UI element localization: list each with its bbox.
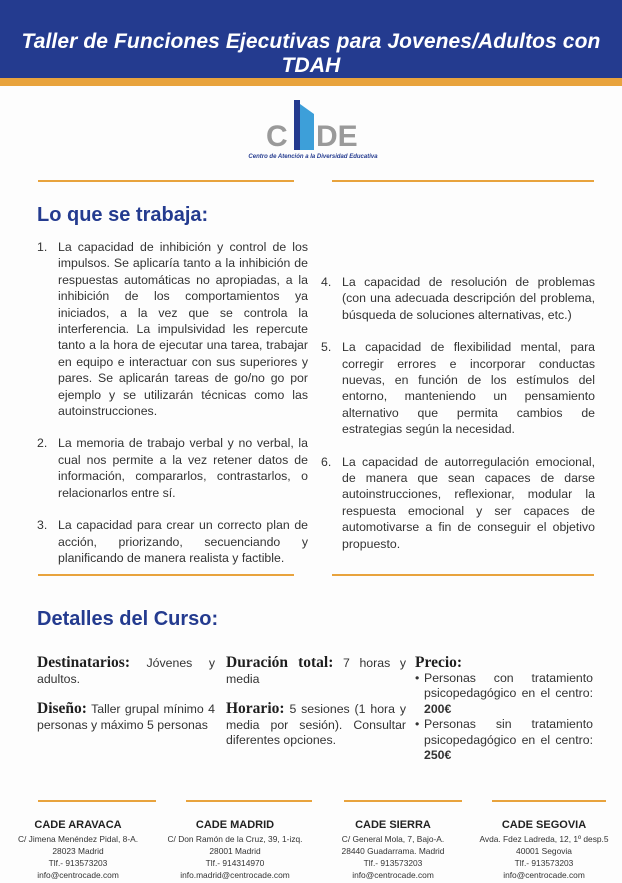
footer-divider xyxy=(38,800,156,802)
office-phone: Tlf.- 913573203 xyxy=(514,858,574,868)
office-name: CADE SEGOVIA xyxy=(501,819,587,831)
price-item xyxy=(415,671,593,718)
office-email[interactable]: info@centrocade.com xyxy=(352,870,434,880)
office-name: CADE SIERRA xyxy=(355,819,431,831)
divider-left xyxy=(38,180,294,182)
footer-divider xyxy=(344,800,462,802)
item-text: La capacidad de flexibilidad mental, para corregir errores e incorporar conductas nuevas, en función de los estímulos del entorno, manteniendo un pensamiento alternativo que permita cambios de estrategias según la necesidad. xyxy=(342,340,595,437)
bullet-icon: • xyxy=(415,670,420,685)
items-column-left xyxy=(37,239,308,582)
logo-text-c: C xyxy=(266,120,288,153)
precio-label: Precio: xyxy=(415,654,463,671)
list-item xyxy=(37,239,308,419)
office-city: 28001 Madrid xyxy=(209,846,261,856)
logo-tagline: Centro de Atención a la Diversidad Educativa xyxy=(248,154,378,160)
footer-divider xyxy=(186,800,312,802)
horario-label: Horario: xyxy=(226,700,285,717)
list-item xyxy=(37,435,308,501)
item-number: 1. xyxy=(37,240,48,254)
detail-diseno xyxy=(37,701,215,733)
list-item xyxy=(37,517,308,566)
office-phone: Tlf.- 913573203 xyxy=(48,858,108,868)
office-segovia xyxy=(469,818,619,881)
item-number: 4. xyxy=(321,275,332,289)
office-aravaca xyxy=(3,818,153,881)
office-sierra xyxy=(318,818,468,881)
item-text: La memoria de trabajo verbal y no verbal, la cual nos permite a la vez retener datos de información, compararlos, contrastarlos, o relacionarlos entre sí. xyxy=(58,436,308,500)
price-item xyxy=(415,717,593,764)
office-city: 28440 Guadarrama. Madrid xyxy=(341,846,445,856)
divider-right xyxy=(332,574,594,576)
price-text: Personas sin tratamiento psicopedagógico en el centro: xyxy=(424,717,593,747)
destinatarios-label: Destinatarios: xyxy=(37,654,130,671)
office-email[interactable]: info@centrocade.com xyxy=(37,870,119,880)
destinatarios-text: Jóvenes y adultos. xyxy=(37,656,215,686)
section-title-trabaja: Lo que se trabaja: xyxy=(37,204,209,226)
diseno-label: Diseño: xyxy=(37,700,87,717)
office-madrid xyxy=(160,818,310,881)
office-address: C/ General Mola, 7, Bajo-A. xyxy=(341,834,445,844)
list-item xyxy=(321,454,595,552)
logo-mark-cyan xyxy=(300,104,314,150)
detail-destinatarios xyxy=(37,655,215,687)
office-name: CADE ARAVACA xyxy=(34,819,122,831)
items-column-right xyxy=(321,274,595,568)
item-text: La capacidad de resolución de problemas (con una adecuada descripción del problema, búsqueda de soluciones alternativas, etc.) xyxy=(342,275,595,322)
logo-text-de: DE xyxy=(316,120,358,153)
office-address: Avda. Fdez Ladreda, 12, 1º desp.5 xyxy=(479,834,609,844)
price-text: Personas con tratamiento psicopedagógico en el centro: xyxy=(424,670,593,700)
duracion-label: Duración total: xyxy=(226,654,334,671)
item-number: 3. xyxy=(37,518,48,533)
section-title-detalles: Detalles del Curso: xyxy=(37,608,219,630)
divider-left xyxy=(38,574,294,576)
divider-right xyxy=(332,180,594,182)
item-text: La capacidad de inhibición y control de los impulsos. Se aplicaría tanto a la inhibición de respuestas automáticas no apropiadas, a la inhibición de los comportamientos ya iniciados, a la vez que se controla la interferencia. La impulsividad les repercute tanto a la hora de ejecutar una tarea, trabajar en equipo e interactuar con sus superiores y pares. Se aplicarán tareas de go/no go por ejemplo y se utilizarán técnicas como las autoinstrucciones. xyxy=(58,240,308,419)
detail-duracion xyxy=(226,655,406,687)
price-amount: 200€ xyxy=(424,701,452,716)
diseno-text: Taller grupal mínimo 4 personas y máximo 5 personas xyxy=(37,702,215,732)
office-address: C/ Jimena Menéndez Pidal, 8-A. xyxy=(17,834,139,844)
bullet-icon: • xyxy=(415,717,420,731)
detail-horario xyxy=(226,701,406,749)
item-text: La capacidad de autorregulación emocional, de manera que sean capaces de darse autoinstrucciones, reflexionar, modular la respuesta emocional y ser capaces de automotivarse a fin de conseguir el objetivo propuesto. xyxy=(342,454,595,551)
logo-mark-navy xyxy=(294,100,300,150)
office-email[interactable]: info.madrid@centrocade.com xyxy=(180,870,290,880)
footer-divider xyxy=(492,800,606,802)
header-accent-line xyxy=(0,78,622,86)
office-phone: Tlf.- 913573203 xyxy=(363,858,423,868)
office-city: 28023 Madrid xyxy=(52,846,104,856)
office-name: CADE MADRID xyxy=(195,819,275,831)
horario-text: 5 sesiones (1 hora y media por sesión). Consultar diferentes opciones. xyxy=(226,702,407,747)
item-number: 5. xyxy=(321,340,332,355)
duracion-text: 7 horas y media xyxy=(226,656,406,686)
item-text: La capacidad para crear un correcto plan de acción, priorizando, secuenciando y planificando de manera realista y factible. xyxy=(58,518,308,565)
list-item xyxy=(321,274,595,323)
office-address: C/ Don Ramón de la Cruz, 39, 1-izq. xyxy=(167,834,303,844)
list-item xyxy=(321,339,595,437)
item-number: 2. xyxy=(37,436,48,451)
office-email[interactable]: info@centrocade.com xyxy=(503,870,585,880)
price-amount: 250€ xyxy=(424,748,452,762)
detail-precio xyxy=(415,655,593,764)
item-number: 6. xyxy=(321,454,332,469)
page-title: Taller de Funciones Ejecutivas para Jovenes/Adultos con TDAH xyxy=(21,30,601,77)
office-city: 40001 Segovia xyxy=(516,846,572,856)
office-phone: Tlf.- 914314970 xyxy=(205,858,265,868)
